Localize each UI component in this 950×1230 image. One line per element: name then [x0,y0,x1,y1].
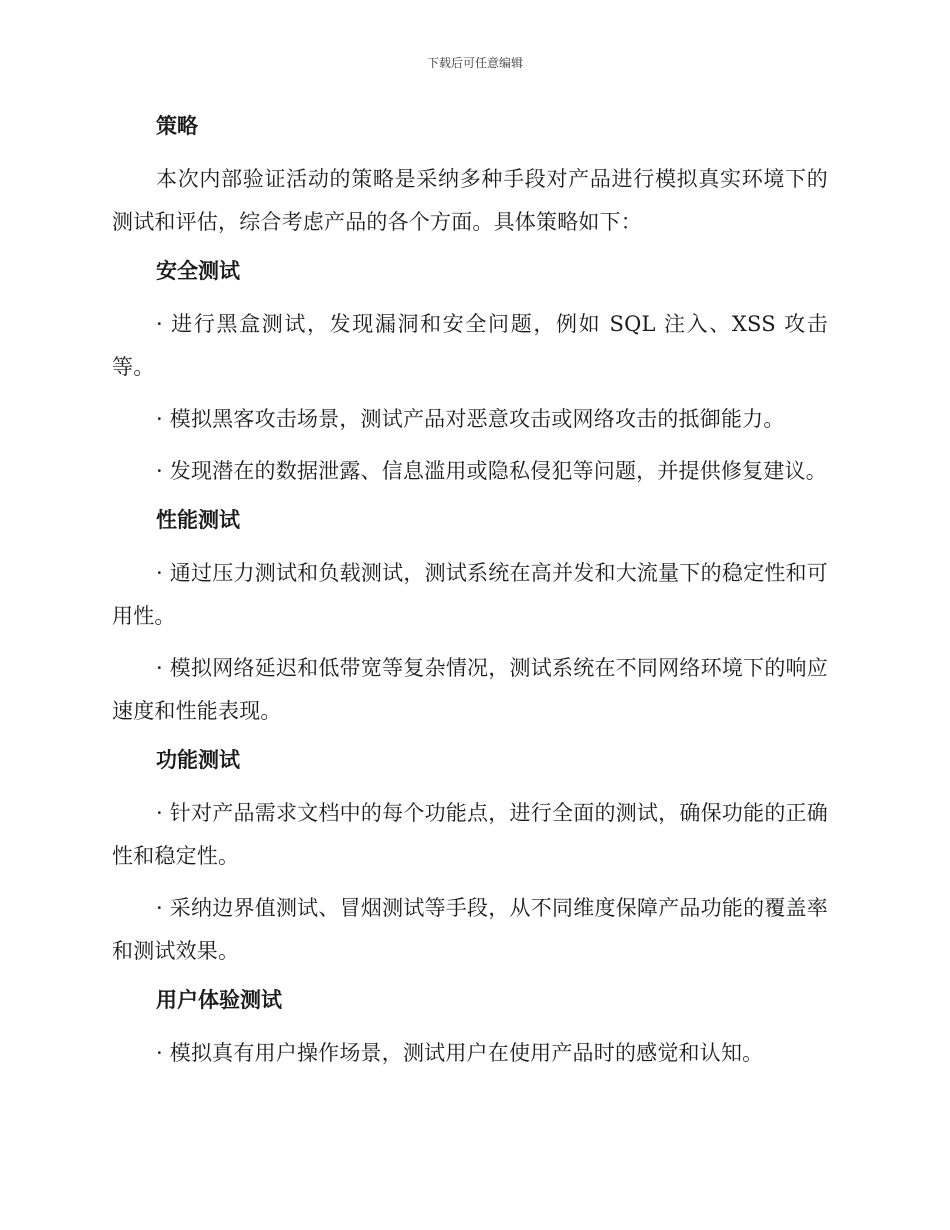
page-header-note: 下载后可任意编辑 [426,56,523,70]
section-heading-user-experience-testing: 用户体验测试 [156,988,282,1012]
bullet-paragraph: · 通过压力测试和负载测试，测试系统在高并发和大流量下的稳定性和可用性。 [112,561,828,628]
bullet-paragraph: · 针对产品需求文档中的每个功能点，进行全面的测试，确保功能的正确性和稳定性。 [112,801,828,868]
bullet-paragraph: · 模拟黑客攻击场景，测试产品对恶意攻击或网络攻击的抵御能力。 [156,407,785,431]
bullet-paragraph: · 模拟网络延迟和低带宽等复杂情况，测试系统在不同网络环境下的响应速度和性能表现。 [112,656,828,723]
section-heading-functional-testing: 功能测试 [156,748,240,772]
bullet-paragraph: · 模拟真有用户操作场景，测试用户在使用产品时的感觉和认知。 [156,1041,764,1065]
document-body [112,108,828,1084]
section-heading-strategy: 策略 [156,114,198,138]
section-heading-performance-testing: 性能测试 [156,508,240,532]
section-heading-security-testing: 安全测试 [156,259,240,283]
bullet-paragraph: · 进行黑盒测试，发现漏洞和安全问题，例如 SQL 注入、XSS 攻击等。 [112,312,828,379]
paragraph: 本次内部验证活动的策略是采纳多种手段对产品进行模拟真实环境下的测试和评估，综合考虑产品的各个方面。具体策略如下： [112,167,828,234]
bullet-paragraph: · 采纳边界值测试、冒烟测试等手段，从不同维度保障产品功能的覆盖率和测试效果。 [112,896,828,963]
bullet-paragraph: · 发现潜在的数据泄露、信息滥用或隐私侵犯等问题，并提供修复建议。 [156,459,827,483]
